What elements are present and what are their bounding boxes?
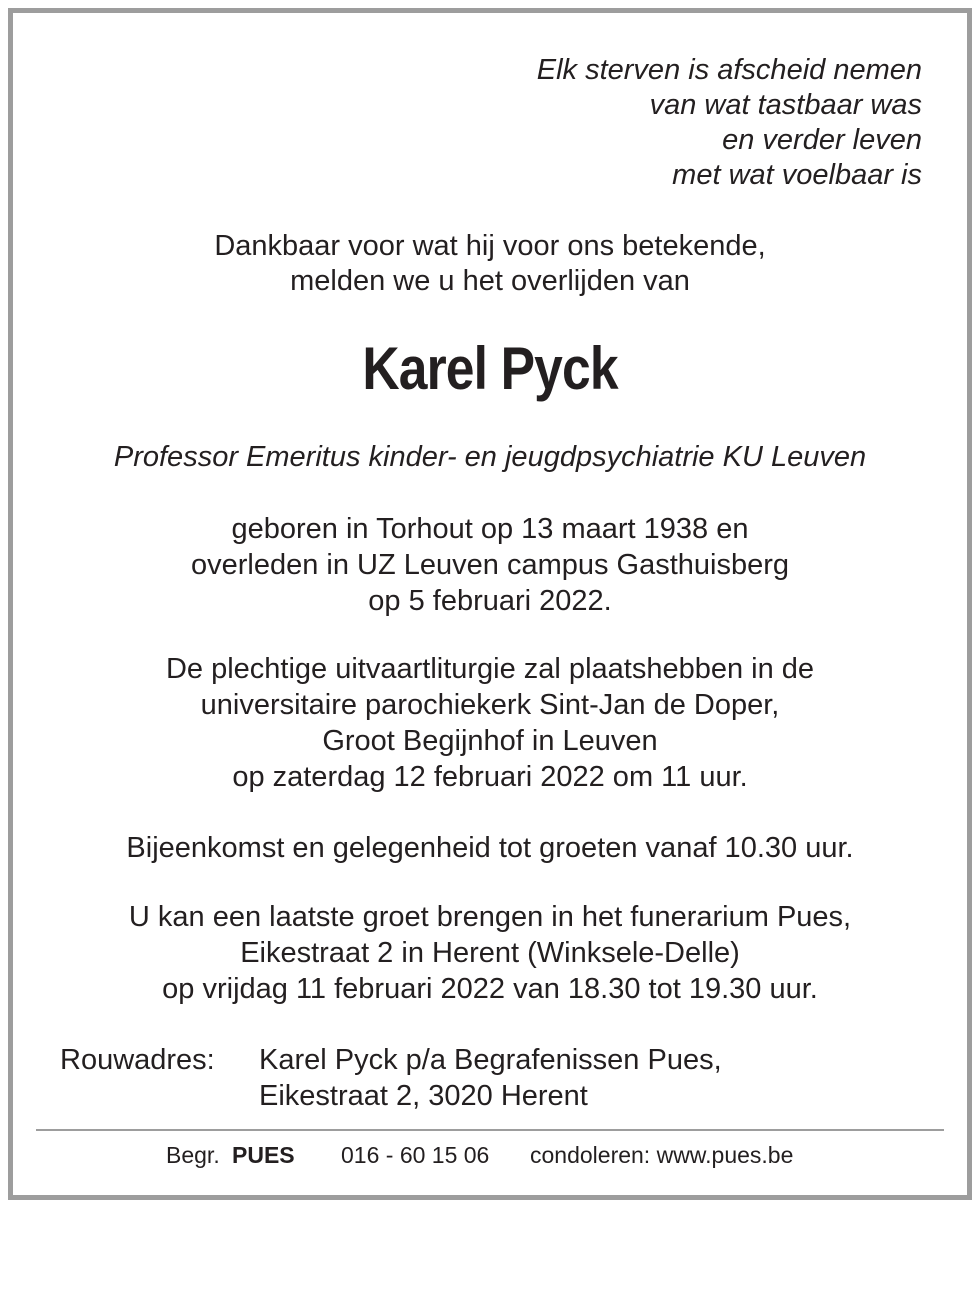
liturgy-line: universitaire parochiekerk Sint-Jan de Doper, <box>200 689 780 721</box>
poem-line: met wat voelbaar is <box>672 159 922 191</box>
mourning-address-line: Eikestraat 2, 3020 Herent <box>259 1080 588 1112</box>
intro-line: melden we u het overlijden van <box>290 265 690 297</box>
poem <box>537 53 922 193</box>
footer <box>0 1140 980 1290</box>
mourning-address-label: Rouwadres: <box>60 1044 215 1076</box>
liturgy-line: Groot Begijnhof in Leuven <box>322 725 658 757</box>
born-died-line: geboren in Torhout op 13 maart 1938 en <box>231 513 749 545</box>
liturgy-line: op zaterdag 12 februari 2022 om 11 uur. <box>232 761 748 793</box>
footer-prefix: Begr. <box>166 1142 220 1168</box>
liturgy-line: De plechtige uitvaartliturgie zal plaatshebben in de <box>165 653 815 685</box>
footer-phone: 016 - 60 15 06 <box>341 1142 490 1168</box>
deceased-title: Professor Emeritus kinder- en jeugdpsychiatrie KU Leuven <box>113 441 867 473</box>
mourning-address-lines <box>259 1042 722 1114</box>
mourning-address-line: Karel Pyck p/a Begrafenissen Pues, <box>259 1044 722 1076</box>
visitation-line: U kan een laatste groet brengen in het funerarium Pues, <box>128 901 852 933</box>
visitation-line: Eikestraat 2 in Herent (Winksele-Delle) <box>240 937 740 969</box>
deceased-name: Karel Pyck <box>362 335 618 402</box>
footer-company: PUES <box>232 1142 295 1168</box>
intro <box>0 229 980 299</box>
poem-line: van wat tastbaar was <box>649 89 922 121</box>
visitation-line: op vrijdag 11 februari 2022 van 18.30 tot 19.30 uur. <box>162 973 818 1005</box>
gathering: Bijeenkomst en gelegenheid tot groeten vanaf 10.30 uur. <box>126 832 854 864</box>
poem-line: Elk sterven is afscheid nemen <box>536 54 922 86</box>
footer-condolences: condoleren: www.pues.be <box>530 1142 794 1168</box>
born-died-line: op 5 februari 2022. <box>368 585 612 617</box>
footer-divider <box>36 1129 944 1131</box>
born-died <box>0 511 980 619</box>
poem-line: en verder leven <box>722 124 922 156</box>
visitation <box>0 899 980 1007</box>
intro-line: Dankbaar voor wat hij voor ons betekende, <box>214 230 766 262</box>
liturgy <box>0 651 980 795</box>
born-died-line: overleden in UZ Leuven campus Gasthuisberg <box>190 549 790 581</box>
